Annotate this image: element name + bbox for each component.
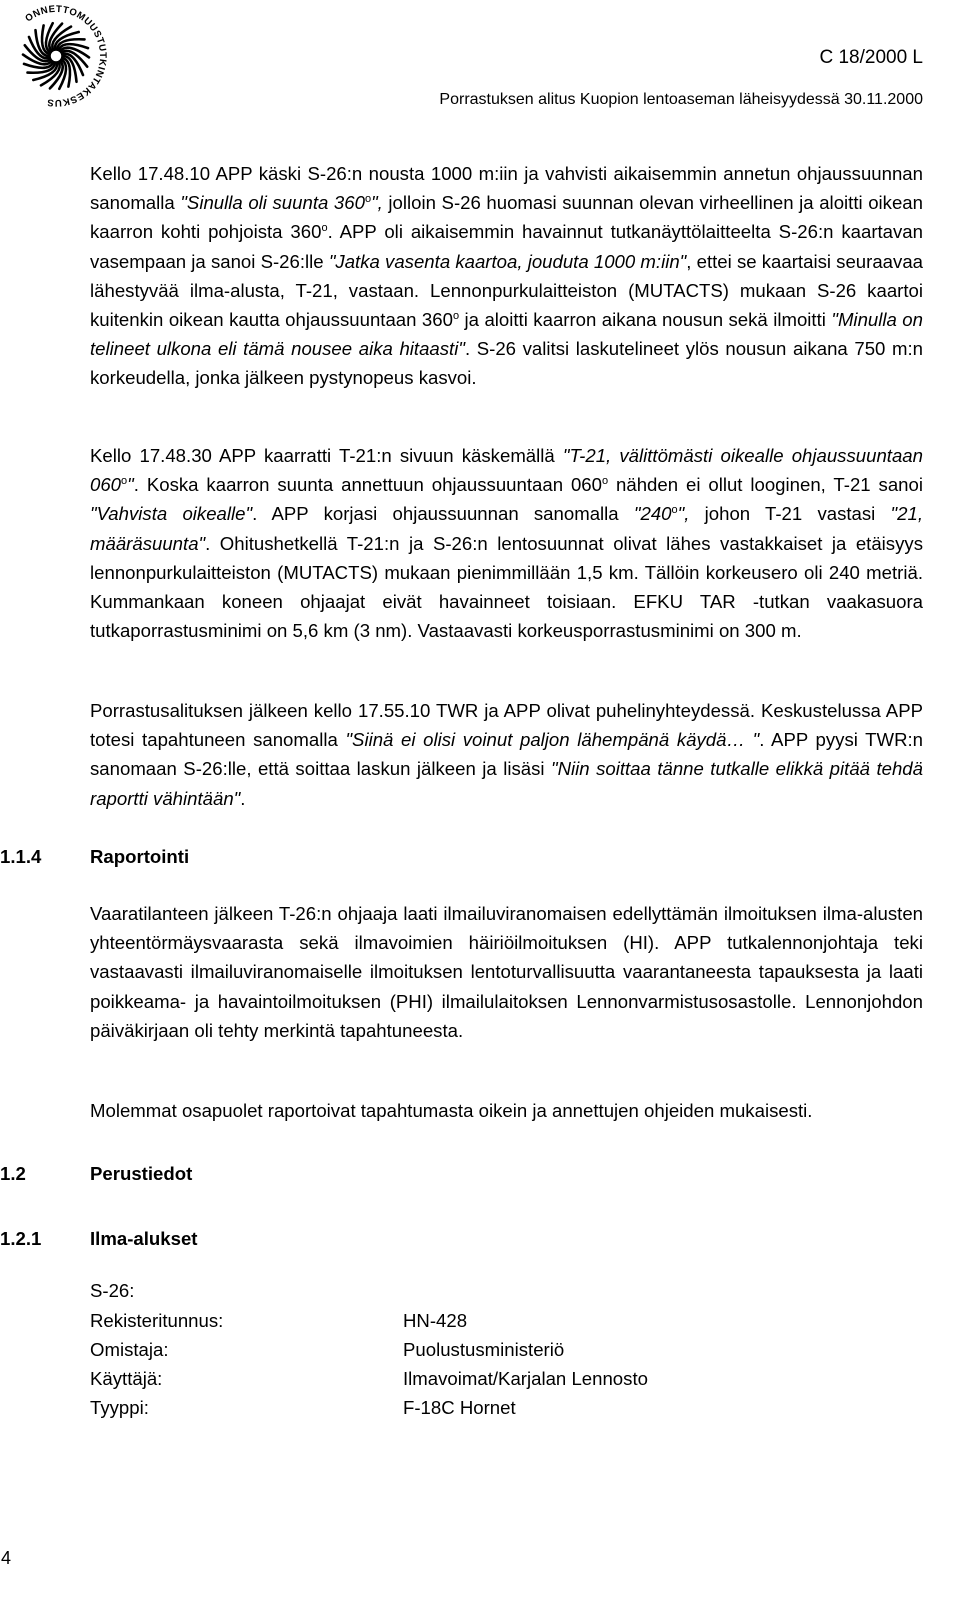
section-number: 1.2.1 xyxy=(0,1228,42,1249)
paragraph-5: Molemmat osapuolet raportoivat tapahtumasta oikein ja annettujen ohjeiden mukaisesti. xyxy=(90,1100,813,1121)
aircraft-value: HN-428 xyxy=(403,1310,468,1331)
section-number: 1.1.4 xyxy=(0,846,42,867)
section-title: Ilma-alukset xyxy=(90,1228,198,1249)
paragraph-2: Kello 17.48.30 APP kaarratti T-21:n sivuun käskemällä "T-21, välittömästi oikealle ohjaussuuntaan 060$^o$". Koska kaarron suunta annettuun ohjaussuuntaan 060$^o$ nähden ei ollut looginen, T-21 sanoi "Vahvista oikealle". APP korjasi ohjaussuunnan sanomalla "240$^o$", johon T-21 vastasi "21, määräsuunta". Ohitushetkellä T-21:n ja S-26:n lentosuunnat olivat lähes vastakkaiset ja etäisyys lennonpurkulaitteiston (MUTACTS) mukaan pienimmillään 1,5 km. Tällöin korkeusero oli 240 metriä. Kummankaan koneen ohjaajat eivät havainneet toisiaan. EFKU TAR -tutkan vaakasuora tutkaporrastusminimi on 5,6 km (3 nm). Vastaavasti korkeusporrastusminimi on 300 m. xyxy=(90,445,923,642)
aircraft-value: F-18C Hornet xyxy=(403,1397,516,1418)
page-number: 4 xyxy=(1,1548,12,1568)
section-title: Raportointi xyxy=(90,846,190,867)
report-code: C 18/2000 L xyxy=(819,47,923,68)
logo-text: ONNETTOMUUSTUTKINTAKESKUS xyxy=(23,3,109,109)
aircraft-value: Puolustusministeriö xyxy=(403,1339,565,1360)
aircraft-key: Käyttäjä: xyxy=(90,1368,163,1389)
aircraft-key: Tyyppi: xyxy=(90,1397,149,1418)
aircraft-name: S-26: xyxy=(90,1280,135,1301)
section-number: 1.2 xyxy=(0,1163,26,1184)
section-title: Perustiedot xyxy=(90,1163,193,1184)
paragraph-4: Vaaratilanteen jälkeen T-26:n ohjaaja laati ilmailuviranomaisen edellyttämän ilmoituksen ilma-alusten yhteentörmäysvaarasta sekä ilmavoimien häiriöilmoituksen (HI). APP tutkalennonjohtaja teki vastaavasti ilmailuviranomaiselle ilmoituksen lentoturvallisuutta vaarantaneesta tapauksesta ja laati poikkeama- ja havaintoilmoituksen (PHI) ilmailulaitoksen Lennonvarmistusosastolle. Lennonjohdon päiväkirjaan oli tehty merkintä tapahtuneesta. xyxy=(90,903,923,1041)
aircraft-key: Omistaja: xyxy=(90,1339,169,1360)
logo xyxy=(2,2,110,110)
paragraph-1: Kello 17.48.10 APP käski S-26:n nousta 1000 m:iin ja vahvisti aikaisemmin annetun ohjaussuunnan sanomalla "Sinulla oli suunta 360$^o$", jolloin S-26 huomasi suunnan olevan virheellinen ja aloitti oikean kaarron kohti pohjoista 360$^o$. APP oli aikaisemmin havainnut tutkanäyttölaitteelta S-26:n kaartavan vasempaan ja sanoi S-26:lle "Jatka vasenta kaartoa, jouduta 1000 m:iin", ettei se kaartaisi seuraavaa lähestyvää ilma-alusta, T-21, vastaan. Lennonpurkulaitteiston (MUTACTS) mukaan S-26 kaartoi kuitenkin oikean kautta ohjaussuuntaan 360$^o$ ja aloitti kaarron aikana nousun sekä ilmoitti "Minulla on telineet ulkona eli tämä nousee aika hitaasti". S-26 valitsi laskutelineet ylös nousun aikana 750 m:n korkeudella, jonka jälkeen pystynopeus kasvoi. xyxy=(90,163,924,389)
paragraph-3: Porrastusalituksen jälkeen kello 17.55.10 TWR ja APP olivat puhelinyhteydessä. Keskustelussa APP totesi tapahtuneen sanomalla "Siinä ei olisi voinut paljon lähempänä käydä… ". APP pyysi TWR:n sanomaan S-26:lle, että soittaa laskun jälkeen ja lisäsi "Niin soittaa tänne tutkalle elikkä pitää tehdä raportti vähintään". xyxy=(90,700,924,809)
aircraft-key: Rekisteritunnus: xyxy=(90,1310,224,1331)
report-title: Porrastuksen alitus Kuopion lentoaseman läheisyydessä 30.11.2000 xyxy=(439,91,923,108)
aircraft-value: Ilmavoimat/Karjalan Lennosto xyxy=(403,1368,648,1389)
